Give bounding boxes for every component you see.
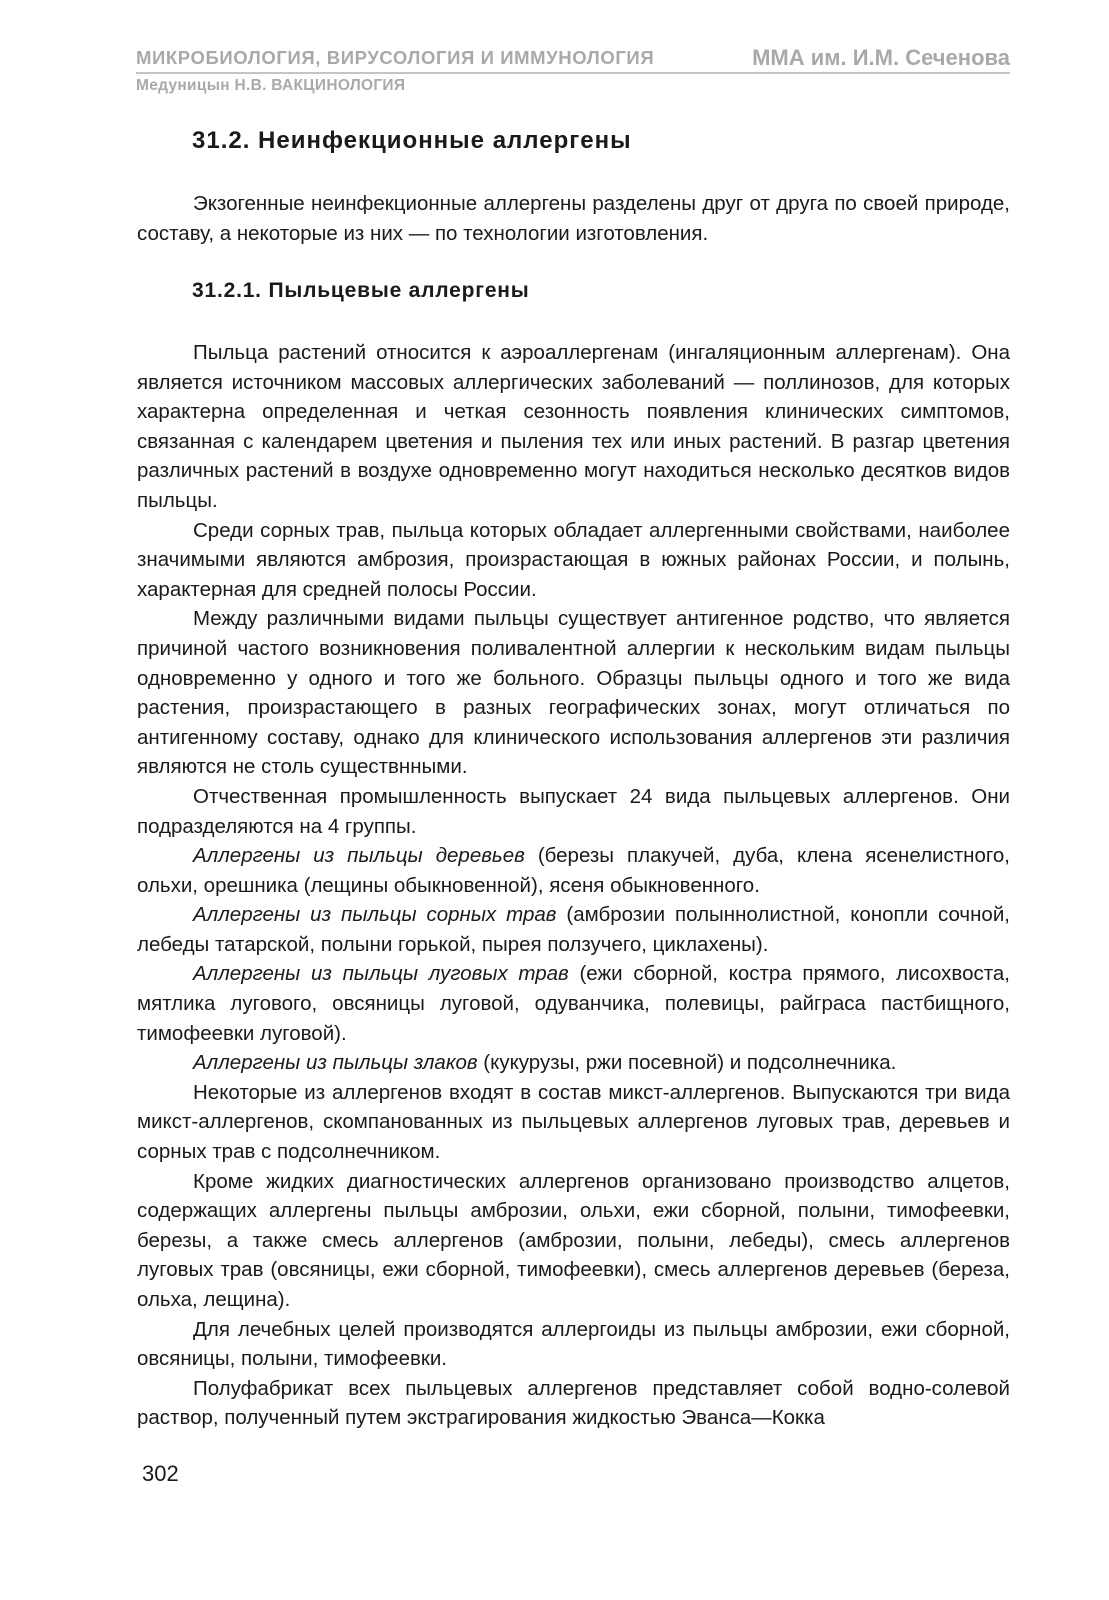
allergen-group-name: Аллергены из пыльцы деревьев <box>193 844 525 868</box>
allergen-group <box>137 900 1010 959</box>
allergen-group-text: (ежи сборной, костра прямого, лисохвоста, мятлика лугового, овсяницы луговой, одуванчика, полевицы, райграса пастбищного, тимофеевки луговой). <box>137 962 1011 1045</box>
paragraph: Среди сорных трав, пыльца которых обладает аллергенными свойствами, наиболее значимыми являются амброзия, произрастающая в южных районах России, и полынь, характерная для средней полосы России. <box>137 518 1010 601</box>
header-course: МИКРОБИОЛОГИЯ, ВИРУСОЛОГИЯ И ИММУНОЛОГИЯ <box>136 47 655 68</box>
paragraph: Кроме жидких диагностических аллергенов организовано производство алцетов, содержащих аллергены пыльцы амброзии, ольхи, ежи сборной, полыни, тимофеевки, березы, а также смесь аллергенов (амброзии, полыни, лебеды), смесь аллергенов луговых трав (овсяницы, ежи сборной, тимофеевки), смесь аллергенов деревьев (береза, ольха, лещина). <box>137 1169 1010 1311</box>
running-header <box>136 44 1010 74</box>
paragraph: Для лечебных целей производятся аллергоиды из пыльцы амброзии, ежи сборной, овсяницы, полыни, тимофеевки. <box>137 1317 1010 1371</box>
paragraph: Между различными видами пыльцы существует антигенное родство, что является причиной частого возникновения поливалентной аллергии к нескольким видам пыльцы одновременно у одного и того же больного. Образцы пыльцы одного и того же вида растения, произрастающего в разных географических зонах, могут отличаться по антигенному составу, однако для клинического использования аллергенов эти различия являются не столь существнными. <box>137 607 1010 779</box>
body-text <box>137 338 1010 1433</box>
allergen-group-name: Аллергены из пыльцы сорных трав <box>193 903 557 927</box>
allergen-group <box>137 959 1010 1048</box>
allergen-group-text: (амброзии полыннолистной, конопли сочной, лебеды татарской, полыни горькой, пырея ползучего, циклахены). <box>137 903 1010 956</box>
allergen-group <box>137 841 1010 900</box>
subsection-title: 31.2.1. Пыльцевые аллергены <box>192 279 530 302</box>
paragraph: Пыльца растений относится к аэроаллергенам (ингаляционным аллергенам). Она является источником массовых аллергических заболеваний — поллинозов, для которых характерна определенная и четкая сезонность появления клинических симптомов, связанная с календарем цветения и пыления тех или иных растений. В разгар цветения различных растений в воздухе одновременно могут находиться несколько десятков видов пыльцы. <box>137 341 1010 512</box>
section-title: 31.2. Неинфекционные аллергены <box>192 127 632 154</box>
page-number: 302 <box>142 1461 179 1486</box>
allergen-group-text: (кукурузы, ржи посевной) и подсолнечника. <box>477 1051 897 1075</box>
allergen-group-name: Аллергены из пыльцы луговых трав <box>193 962 569 986</box>
header-institution: ММА им. И.М. Сеченова <box>752 45 1010 70</box>
intro-paragraph: Экзогенные неинфекционные аллергены разделены друг от друга по своей природе, составу, а некоторые из них — по технологии изготовления. <box>137 192 1010 245</box>
header-book: Медуницын Н.В. ВАКЦИНОЛОГИЯ <box>136 77 406 94</box>
paragraph: Отчественная промышленность выпускает 24 вида пыльцевых аллергенов. Они подразделяются на 4 группы. <box>137 784 1010 838</box>
paragraph: Полуфабрикат всех пыльцевых аллергенов представляет собой водно-солевой раствор, полученный путем экстрагирования жидкостью Эванса—Кокка <box>137 1376 1010 1430</box>
allergen-group <box>137 1048 1010 1078</box>
paragraph: Некоторые из аллергенов входят в состав микст-аллергенов. Выпускаются три вида микст-аллергенов, скомпанованных из пыльцевых аллергенов луговых трав, деревьев и сорных трав с подсолнечником. <box>137 1080 1010 1164</box>
allergen-group-name: Аллергены из пыльцы злаков <box>193 1051 478 1075</box>
allergen-group-text: (березы плакучей, дуба, клена ясенелистного, ольхи, орешника (лещины обыкновенной), ясеня обыкновенного. <box>137 844 1010 897</box>
